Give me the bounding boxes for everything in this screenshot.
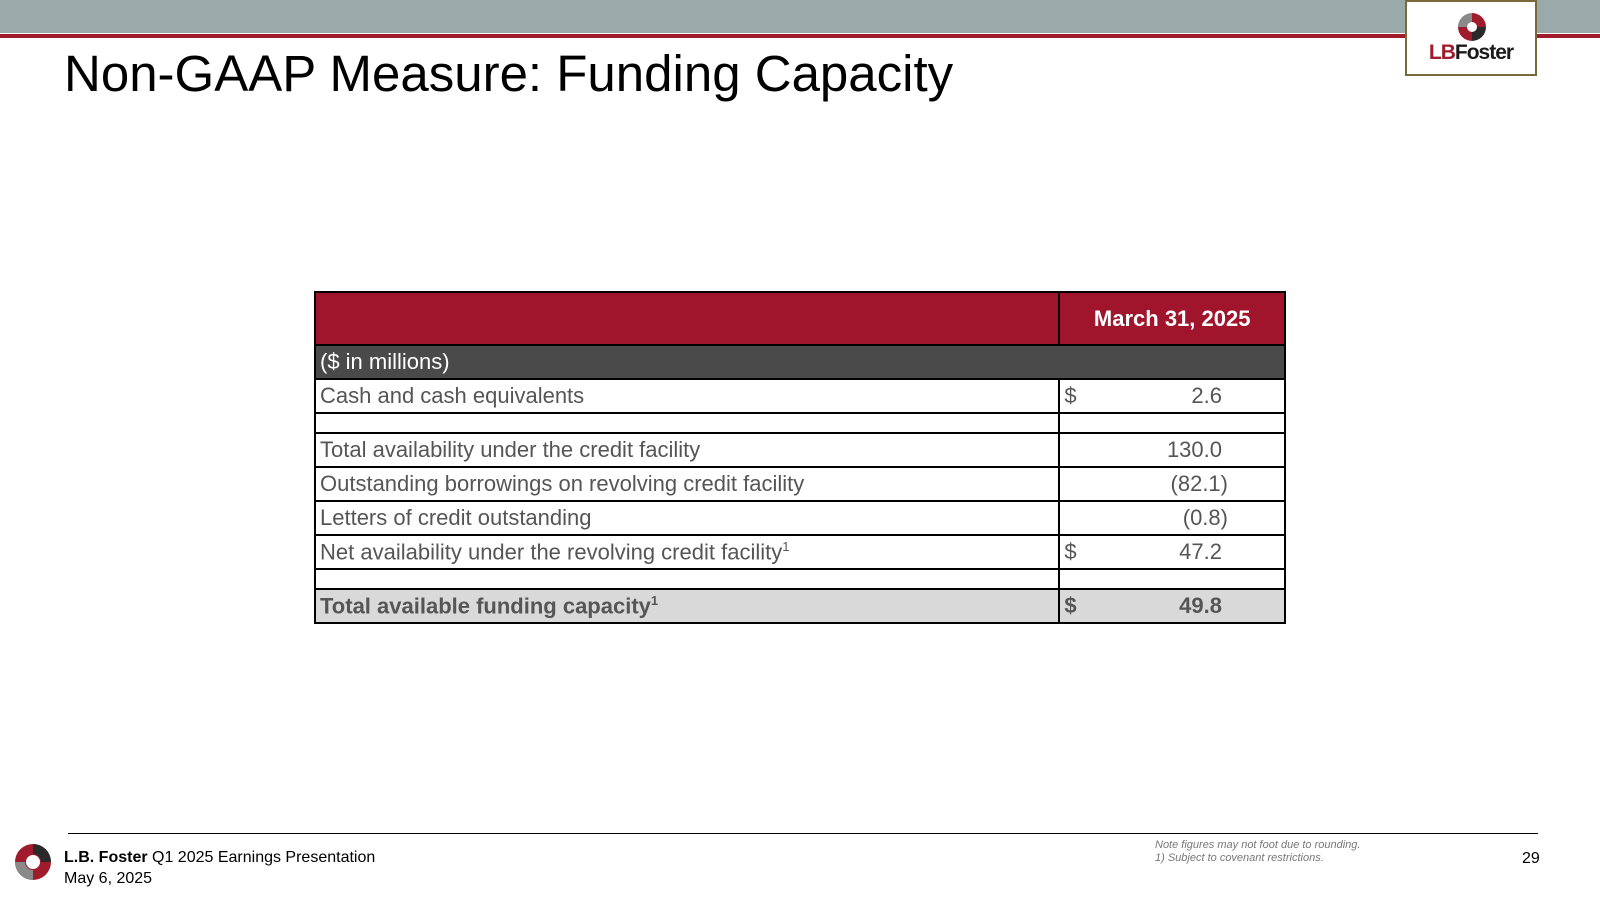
footnote-marker: 1 [650,592,659,608]
row-label-cell [315,535,1059,569]
top-header-band [0,0,1600,33]
row-value-cell [1059,467,1285,501]
logo-wordmark [1407,41,1535,65]
row-value: 47.2 [1179,539,1222,564]
footer-company: L.B. Foster [64,849,148,866]
row-label: Net availability under the revolving credit facility [320,539,783,565]
logo-foster: Foster [1454,41,1514,64]
footnotes [1155,839,1360,865]
logo-lb: LB [1428,41,1455,64]
header-blank-cell [315,292,1059,345]
covenant-note: 1) Subject to covenant restrictions. [1155,852,1324,864]
footer-presentation-title [64,848,375,867]
table-row [315,379,1285,413]
total-label-cell [315,589,1059,623]
footnote-marker: 1 [782,538,790,554]
row-value-cell [1059,535,1285,569]
row-label: Letters of credit outstanding [315,501,1059,535]
units-row [315,345,1285,379]
row-value-cell [1059,433,1285,467]
units-label: ($ in millions) [315,345,1059,379]
table-row [315,535,1285,569]
table-row [315,467,1285,501]
row-value-cell [1059,501,1285,535]
table-row [315,433,1285,467]
row-value: 2.6 [1191,383,1222,408]
total-value: 49.8 [1179,593,1222,618]
row-value-cell [1059,379,1285,413]
page-number: 29 [1522,850,1540,867]
total-row [315,589,1285,623]
row-value: (82.1) [1170,471,1228,496]
lbfoster-swirl-icon [14,843,52,881]
row-label: Cash and cash equivalents [315,379,1059,413]
footer-divider [68,833,1538,834]
units-blank-cell [1059,345,1285,379]
currency-symbol: $ [1064,383,1077,408]
row-label: Outstanding borrowings on revolving credit facility [315,467,1059,501]
total-value-cell [1059,589,1285,623]
page-title: Non-GAAP Measure: Funding Capacity [64,45,954,102]
top-red-rule [0,33,1600,38]
row-value: (0.8) [1182,505,1228,530]
lbfoster-swirl-icon [1457,12,1487,42]
table-header-row [315,292,1285,345]
row-label: Total availability under the credit facility [315,433,1059,467]
spacer-row [315,413,1285,433]
rounding-note: Note figures may not foot due to rounding. [1155,839,1361,851]
header-date: March 31, 2025 [1059,292,1285,345]
row-value: 130.0 [1166,437,1222,462]
footer-date: May 6, 2025 [64,870,153,887]
funding-capacity-table [314,291,1286,624]
currency-symbol: $ [1064,593,1077,618]
company-logo [1405,0,1537,76]
footer-presentation: Q1 2025 Earnings Presentation [147,849,376,866]
table-row [315,501,1285,535]
total-label: Total available funding capacity [320,593,651,619]
spacer-row [315,569,1285,589]
currency-symbol: $ [1064,539,1077,564]
